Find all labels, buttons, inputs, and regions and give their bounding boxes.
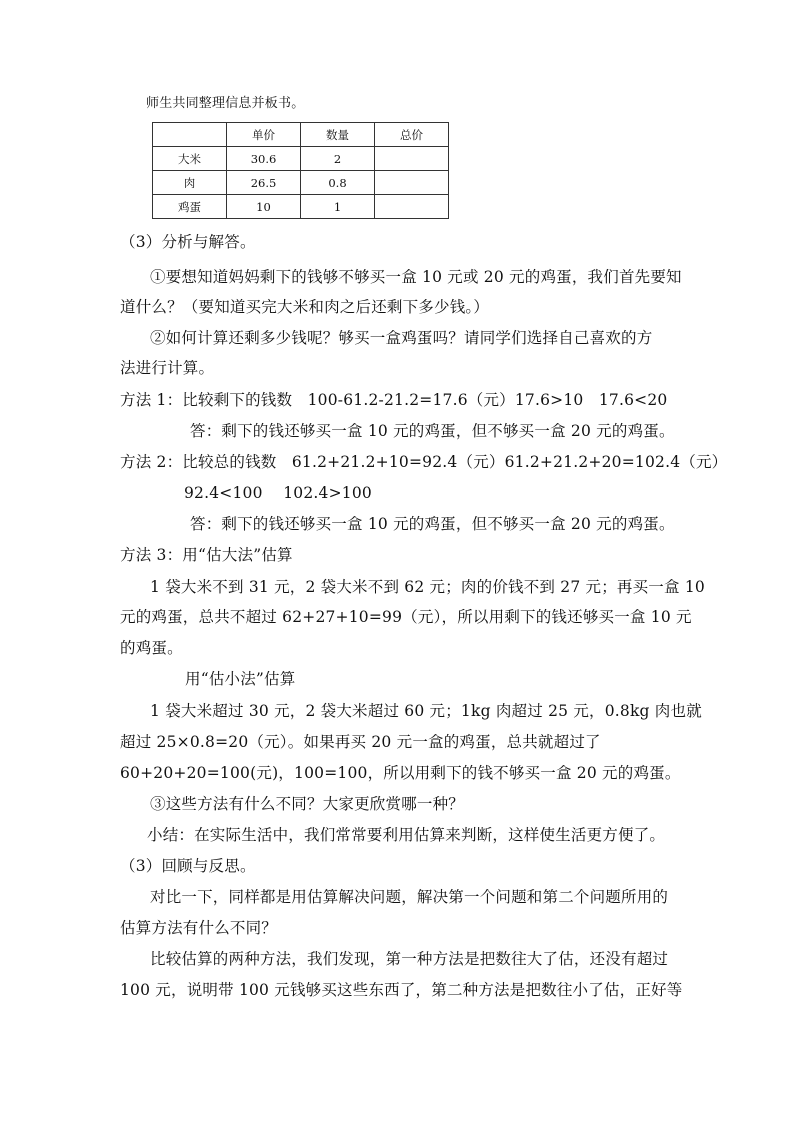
paragraph-line: 比较估算的两种方法，我们发现，第一种方法是把数往大了估，还没有超过 (150, 950, 669, 968)
method-2-line: 方法 2：比较总的钱数 61.2+21.2+10=92.4（元）61.2+21.2+20=102.4（元） (120, 453, 728, 471)
paragraph-line: ①要想知道妈妈剩下的钱够不够买一盒 10 元或 20 元的鸡蛋，我们首先要知 (150, 268, 682, 286)
table-cell: 1 (301, 195, 375, 219)
method-2-compare: 92.4<100 102.4>100 (184, 484, 372, 502)
info-table (152, 122, 449, 219)
method-3-line: 方法 3：用“估大法”估算 (120, 546, 293, 564)
table-row (153, 195, 449, 219)
table-cell: 肉 (153, 171, 227, 195)
paragraph-line: 1 袋大米超过 30 元，2 袋大米超过 60 元；1kg 肉超过 25 元，0.8kg 肉也就 (150, 702, 702, 720)
table-row (153, 171, 449, 195)
intro-text: 师生共同整理信息并板书。 (146, 96, 305, 111)
table-cell (375, 171, 449, 195)
subheading-line: 用“估小法”估算 (185, 670, 296, 688)
answer-line: 答：剩下的钱还够买一盒 10 元的鸡蛋，但不够买一盒 20 元的鸡蛋。 (190, 515, 675, 533)
table-header-cell: 单价 (227, 123, 301, 147)
table-cell: 2 (301, 147, 375, 171)
section-heading: （3）分析与解答。 (120, 233, 256, 251)
table-header-cell (153, 123, 227, 147)
paragraph-line: 100 元，说明带 100 元钱够买这些东西了，第二种方法是把数往小了估，正好等 (120, 981, 683, 999)
paragraph-line: 法进行计算。 (120, 359, 215, 377)
summary-line: 小结：在实际生活中，我们常常要利用估算来判断，这样使生活更方便了。 (147, 826, 666, 844)
table-cell: 10 (227, 195, 301, 219)
table-cell: 大米 (153, 147, 227, 171)
table-header-row (153, 123, 449, 147)
answer-line: 答：剩下的钱还够买一盒 10 元的鸡蛋，但不够买一盒 20 元的鸡蛋。 (190, 422, 675, 440)
paragraph-line: 道什么？（要知道买完大米和肉之后还剩下多少钱。） (120, 298, 490, 316)
paragraph-line: 1 袋大米不到 31 元，2 袋大米不到 62 元；肉的价钱不到 27 元；再买一盒 10 (150, 578, 705, 596)
table-cell: 30.6 (227, 147, 301, 171)
paragraph-line: ③这些方法有什么不同？大家更欣赏哪一种？ (150, 795, 465, 813)
table-cell: 26.5 (227, 171, 301, 195)
paragraph-line: ②如何计算还剩多少钱呢？够买一盒鸡蛋吗？请同学们选择自己喜欢的方 (150, 329, 653, 347)
method-1-line: 方法 1：比较剩下的钱数 100-61.2-21.2=17.6（元）17.6>10 17.6<20 (120, 391, 668, 409)
table-header-cell: 总价 (375, 123, 449, 147)
paragraph-line: 估算方法有什么不同？ (120, 919, 278, 937)
paragraph-line: 的鸡蛋。 (120, 639, 183, 657)
section-heading: （3）回顾与反思。 (120, 857, 256, 875)
table-header-cell: 数量 (301, 123, 375, 147)
table-cell (375, 147, 449, 171)
table-cell (375, 195, 449, 219)
table-cell: 0.8 (301, 171, 375, 195)
paragraph-line: 元的鸡蛋，总共不超过 62+27+10=99（元），所以用剩下的钱还够买一盒 10 元 (120, 608, 692, 626)
paragraph-line: 对比一下，同样都是用估算解决问题，解决第一个问题和第二个问题所用的 (150, 888, 669, 906)
paragraph-line: 超过 25×0.8=20（元）。如果再买 20 元一盒的鸡蛋，总共就超过了 (120, 733, 601, 751)
paragraph-line: 60+20+20=100(元)，100=100，所以用剩下的钱不够买一盒 20 元的鸡蛋。 (120, 764, 681, 782)
table-cell: 鸡蛋 (153, 195, 227, 219)
table-row (153, 147, 449, 171)
